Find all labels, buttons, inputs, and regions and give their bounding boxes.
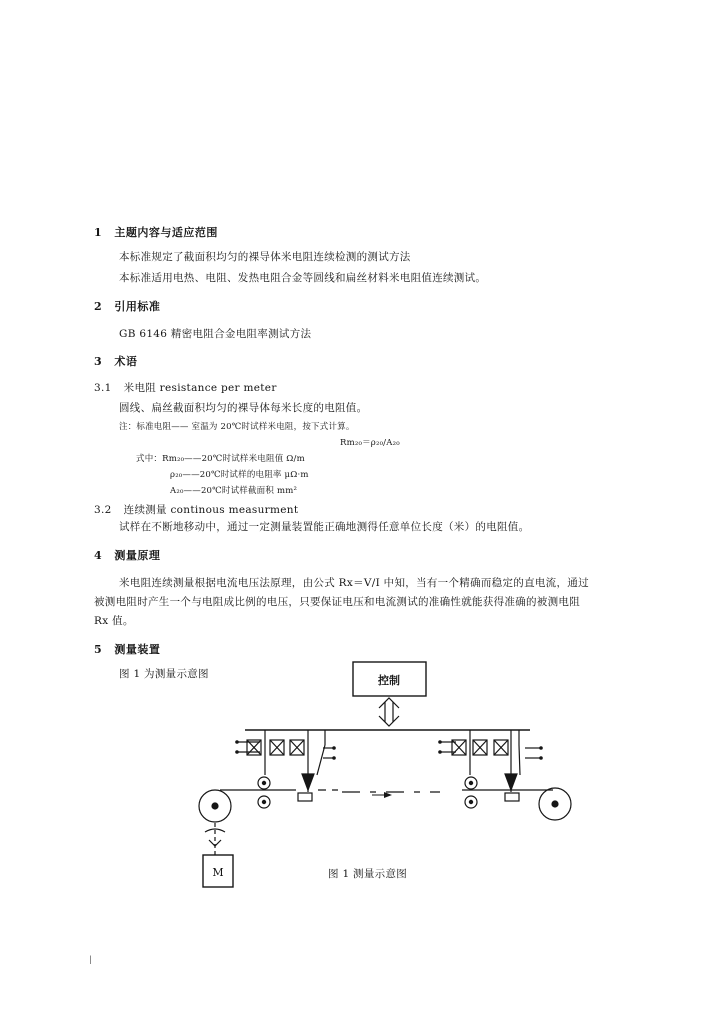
subsection-number: 3.2 (94, 504, 112, 516)
subsection-number: 3.1 (94, 382, 112, 394)
subsection-title: 连续测量 continous measurment (123, 504, 299, 516)
where-line-1: 式中：Rm₂₀——20℃时试样米电阻值 Ω/m (136, 454, 305, 464)
section-5-intro: 图 1 为测量示意图 (119, 668, 209, 680)
section-title: 主题内容与适应范围 (114, 226, 218, 239)
section-1-para-1: 本标准规定了截面积均匀的裸导体米电阻连续检测的测试方法 (119, 251, 411, 263)
formula-rm20: Rm₂₀＝ρ₂₀/A₂₀ (340, 438, 400, 448)
subsection-3-2-definition: 试样在不断地移动中，通过一定测量装置能正确地测得任意单位长度（米）的电阻值。 (119, 521, 530, 533)
section-4-line-2: 被测电阻时产生一个与电阻成比例的电压，只要保证电压和电流测试的准确性就能获得准确的被测电阻 (94, 596, 580, 608)
section-4-line-3: Rx 值。 (94, 615, 134, 627)
section-number: 3 (94, 355, 103, 368)
section-number: 5 (94, 643, 103, 656)
subsection-title: 米电阻 resistance per meter (123, 382, 277, 394)
section-1-para-2: 本标准适用电热、电阻、发热电阻合金等圆线和扁丝材料米电阻值连续测试。 (119, 272, 487, 284)
left-pulley (199, 790, 231, 822)
reference-standard: GB 6146 精密电阻合金电阻率测试方法 (119, 328, 312, 340)
left-contact-block (298, 793, 312, 801)
right-pulley (539, 788, 571, 820)
section-number: 2 (94, 300, 103, 313)
left-measuring-unit (238, 730, 333, 792)
section-number: 4 (94, 549, 103, 562)
motor-label: M (212, 866, 224, 879)
subsection-3-1-definition: 圆线、扁丝截面积均匀的裸导体每米长度的电阻值。 (119, 402, 368, 414)
right-measuring-unit (440, 730, 540, 792)
section-4-line-1: 米电阻连续测量根据电流电压法原理，由公式 Rx＝V/I 中知，当有一个精确而稳定的直电流，通过 (119, 577, 589, 589)
figure-caption: 图 1 测量示意图 (328, 868, 408, 880)
section-title: 引用标准 (114, 300, 161, 313)
where-line-3: A₂₀——20℃时试样截面积 mm² (170, 486, 298, 496)
double-arrow-icon (379, 698, 399, 726)
section-number: 1 (94, 226, 103, 239)
left-contact-rollers (258, 777, 270, 808)
right-contact-block (505, 793, 519, 801)
control-box-label: 控制 (378, 674, 400, 687)
section-title: 测量装置 (114, 643, 161, 656)
section-title: 测量原理 (114, 549, 161, 562)
page-margin-mark: | (89, 955, 93, 965)
section-title: 术语 (114, 355, 138, 368)
right-contact-rollers (465, 777, 477, 808)
note-text: 注：标准电阻—— 室温为 20℃时试样米电阻，按下式计算。 (119, 422, 355, 432)
where-line-2: ρ₂₀——20℃时试样的电阻率 μΩ·m (170, 470, 309, 480)
